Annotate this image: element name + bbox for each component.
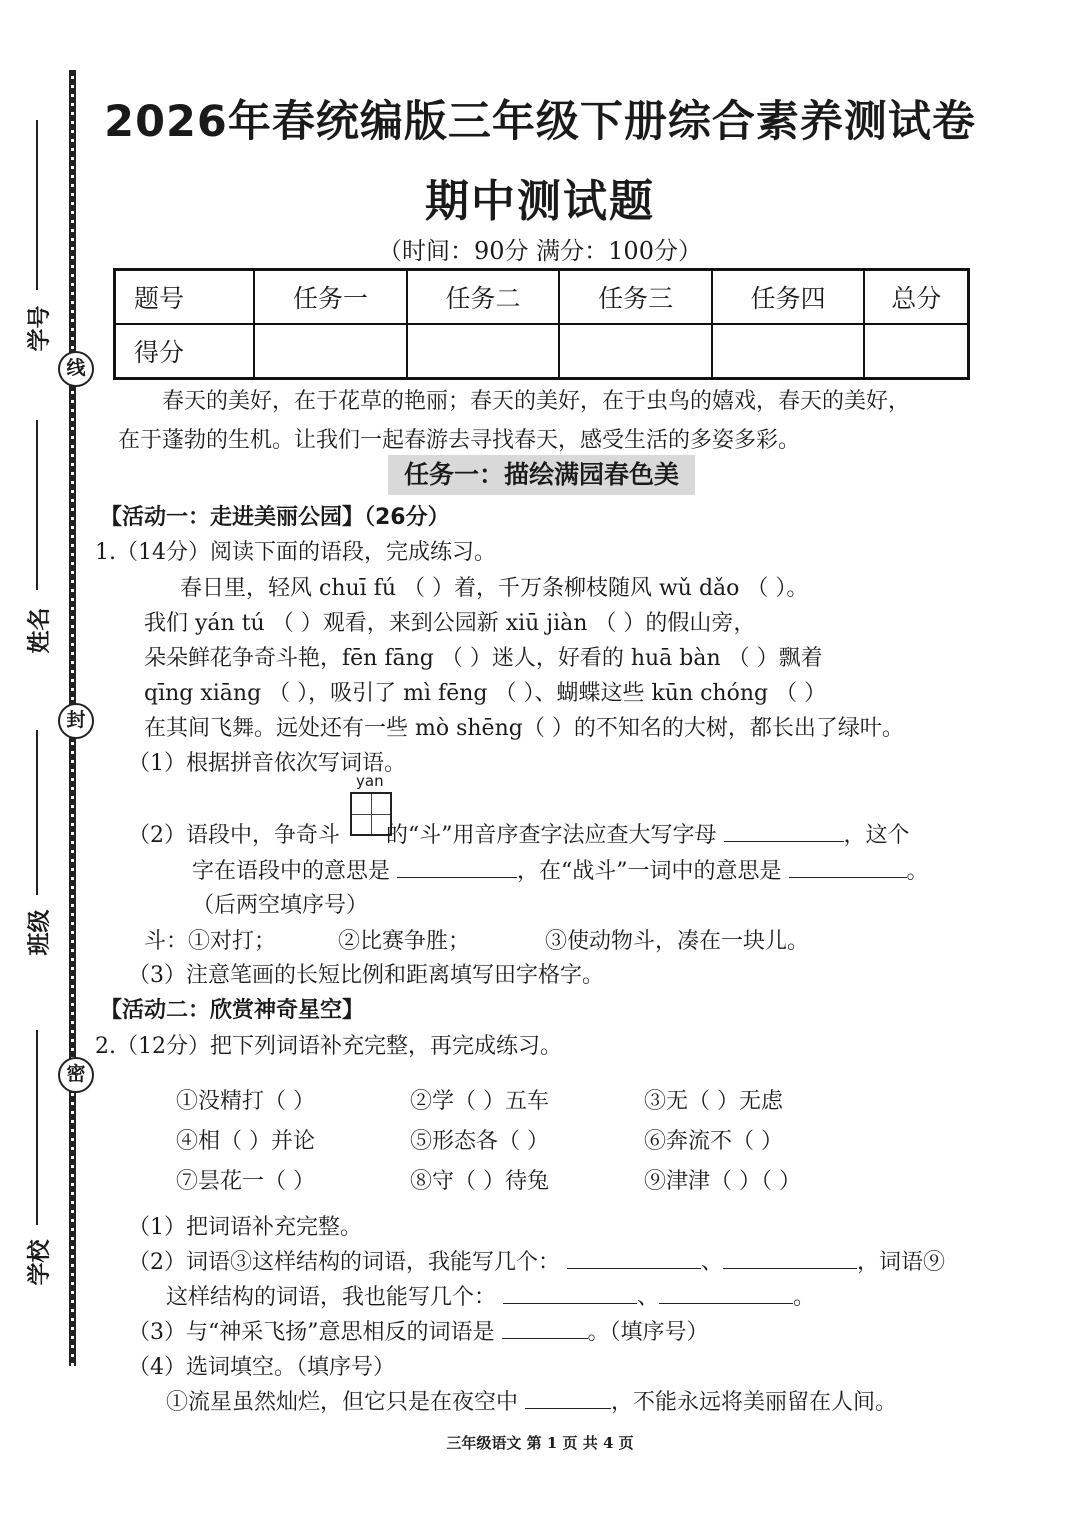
exam-title: 2026年春统编版三年级下册综合素养测试卷 [104, 97, 976, 147]
answer-blank[interactable] [659, 1283, 793, 1304]
q2-part2-line2 [166, 1280, 815, 1311]
q2-part2 [128, 1245, 945, 1276]
q2-part2-text-d: 。 [793, 1285, 816, 1310]
idiom-4: ④相（ ）并论 [176, 1129, 315, 1154]
pinyin-yan: yan [356, 772, 384, 790]
score-cell[interactable] [407, 324, 560, 379]
score-cell[interactable] [559, 324, 712, 379]
q2-separator: 、 [701, 1250, 724, 1275]
q1-part2-text-f: 。 [906, 859, 929, 884]
intro-line-1: 春天的美好，在于花草的艳丽；春天的美好，在于虫鸟的嬉戏，春天的美好， [162, 389, 911, 414]
q1-part2-line2 [192, 854, 929, 885]
score-header-cell: 任务四 [712, 270, 865, 324]
q2-part1: （1）把词语补充完整。 [128, 1215, 362, 1240]
q1-part2 [128, 818, 910, 849]
answer-blank[interactable] [397, 857, 517, 878]
q2-separator: 、 [637, 1285, 660, 1310]
label-name: 姓名 [26, 607, 53, 654]
score-header-cell: 任务一 [254, 270, 407, 324]
passage-line-2: 我们 yán tú （ ）观看，来到公园新 xiū jiàn （ ）的假山旁， [144, 611, 756, 636]
answer-blank[interactable] [567, 1248, 701, 1269]
score-header-cell: 任务二 [407, 270, 560, 324]
dou-option-3: ③使动物斗，凑在一块儿。 [545, 929, 810, 954]
answer-blank[interactable] [724, 821, 844, 842]
q1-part3: （3）注意笔画的长短比例和距离填写田字格字。 [128, 963, 604, 988]
q2-part4: （4）选词填空。（填序号） [128, 1355, 395, 1380]
passage-line-4: qīng xiāng （ ），吸引了 mì fēng （ ）、蝴蝶这些 kūn chóng （ ） [144, 681, 827, 706]
q1-part2-text-e: ，在“战斗”一词中的意思是 [517, 859, 782, 884]
q2-stem: 2.（12分）把下列词语补充完整，再完成练习。 [95, 1034, 562, 1059]
q1-part2-text-d: 字在语段中的意思是 [192, 859, 391, 884]
score-cell[interactable] [864, 324, 968, 379]
school-line [36, 1030, 38, 1225]
score-header-cell: 题号 [115, 270, 255, 324]
idiom-3: ③无（ ）无虑 [644, 1089, 783, 1114]
dou-option-1: 斗：①对打； [144, 929, 277, 954]
answer-blank[interactable] [789, 857, 907, 878]
q2-part2-text-c: 这样结构的词语，我也能写几个： [166, 1285, 497, 1310]
score-table [113, 268, 970, 380]
score-cell[interactable] [712, 324, 865, 379]
idiom-5: ⑤形态各（ ） [410, 1129, 549, 1154]
exam-subtitle: 期中测试题 [425, 176, 655, 227]
seal-mi: 密 [58, 1057, 94, 1093]
idiom-6: ⑥奔流不（ ） [644, 1129, 783, 1154]
seal-feng: 封 [58, 703, 94, 739]
idiom-2: ②学（ ）五车 [410, 1089, 549, 1114]
idiom-7: ⑦昙花一（ ） [176, 1169, 315, 1194]
q2-part4-text-a: ①流星虽然灿烂，但它只是在夜空中 [166, 1390, 519, 1415]
q2-part3 [128, 1315, 709, 1346]
q1-part2-text-c: ，这个 [843, 823, 910, 848]
answer-blank[interactable] [503, 1283, 637, 1304]
activity2-heading: 【活动二：欣赏神奇星空】 [100, 998, 365, 1023]
answer-blank[interactable] [723, 1248, 857, 1269]
score-header-cell: 任务三 [559, 270, 712, 324]
score-cell[interactable] [254, 324, 407, 379]
seal-xian: 线 [58, 351, 94, 387]
q1-part2-text-a: （2）语段中，争奇斗 [128, 823, 340, 848]
label-student-id: 学号 [26, 305, 53, 352]
page-footer: 三年级语文 第 1 页 共 4 页 [446, 1434, 634, 1452]
score-row-label: 得分 [115, 324, 255, 379]
q2-part4-text-b: ，不能永远将美丽留在人间。 [611, 1390, 898, 1415]
score-header-cell: 总分 [864, 270, 968, 324]
q1-part2-note: （后两空填序号） [192, 893, 369, 918]
idiom-9: ⑨津津（ ）（ ） [644, 1169, 801, 1194]
label-class: 班级 [26, 909, 53, 956]
answer-blank[interactable] [502, 1318, 588, 1339]
q2-part2-text-b: ，词语⑨ [857, 1250, 946, 1275]
answer-blank[interactable] [525, 1388, 611, 1409]
idiom-1: ①没精打（ ） [176, 1089, 315, 1114]
q2-part3-text-a: （3）与“神采飞扬”意思相反的词语是 [128, 1320, 495, 1345]
q2-part3-text-b: 。（填序号） [587, 1320, 709, 1345]
idiom-8: ⑧守（ ）待兔 [410, 1169, 549, 1194]
class-line [36, 730, 38, 895]
label-school: 学校 [26, 1239, 53, 1286]
time-info: （时间：90分 满分：100分） [378, 237, 702, 265]
q1-part2-text-b: 的“斗”用音序查字法应查大写字母 [386, 823, 717, 848]
q2-part4-item1 [166, 1385, 897, 1416]
q2-part2-text-a: （2）词语③这样结构的词语，我能写几个： [128, 1250, 560, 1275]
passage-line-5: 在其间飞舞。远处还有一些 mò shēng（ ）的不知名的大树，都长出了绿叶。 [144, 716, 904, 741]
passage-line-3: 朵朵鲜花争奇斗艳，fēn fāng （ ）迷人，好看的 huā bàn （ ）飘着 [144, 646, 823, 671]
intro-line-2: 在于蓬勃的生机。让我们一起春游去寻找春天，感受生活的多姿多彩。 [118, 428, 801, 453]
name-line [36, 420, 38, 590]
passage-line-1: 春日里，轻风 chuī fú （ ）着，千万条柳枝随风 wǔ dǎo （ ）。 [180, 576, 809, 601]
activity1-heading: 【活动一：走进美丽公园】（26分） [100, 505, 450, 530]
dou-option-2: ②比赛争胜； [338, 929, 471, 954]
q1-part1: （1）根据拼音依次写词语。 [128, 751, 406, 776]
task1-heading: 任务一：描绘满园春色美 [388, 455, 695, 495]
q1-stem: 1.（14分）阅读下面的语段，完成练习。 [95, 540, 496, 565]
